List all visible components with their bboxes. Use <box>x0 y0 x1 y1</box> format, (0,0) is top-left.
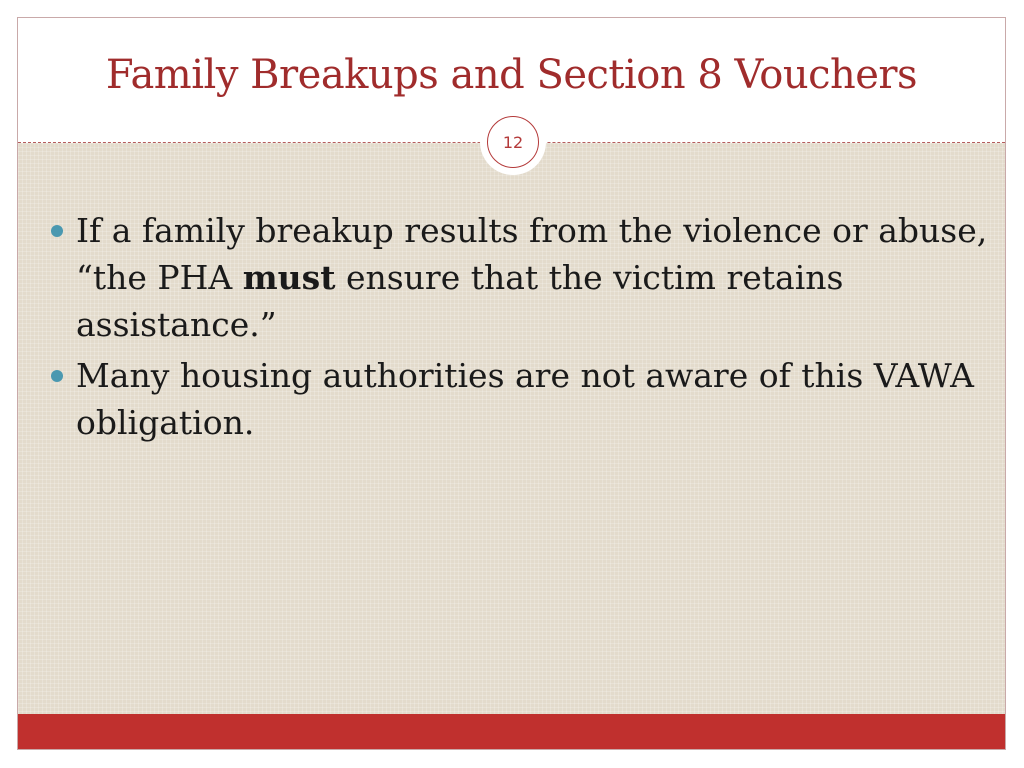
bullet-icon <box>51 370 63 382</box>
slide <box>17 17 1006 750</box>
page-number-badge <box>480 109 546 175</box>
bullet-text-part: ensure that the victim retains assistance.” <box>76 258 844 344</box>
bullet-item <box>48 207 988 348</box>
slide-title: Family Breakups and Section 8 Vouchers <box>105 52 918 98</box>
bullet-list <box>48 207 988 450</box>
bullet-text: Many housing authorities are not aware of this VAWA obligation. <box>76 356 974 442</box>
bullet-emphasis: must <box>242 258 336 297</box>
bullet-text-part: If a family breakup results from the violence or abuse, “the PHA <box>76 211 988 297</box>
footer-bar <box>18 714 1005 749</box>
bullet-icon <box>51 225 63 237</box>
page-number: 12 <box>487 116 539 168</box>
bullet-item <box>48 352 988 446</box>
